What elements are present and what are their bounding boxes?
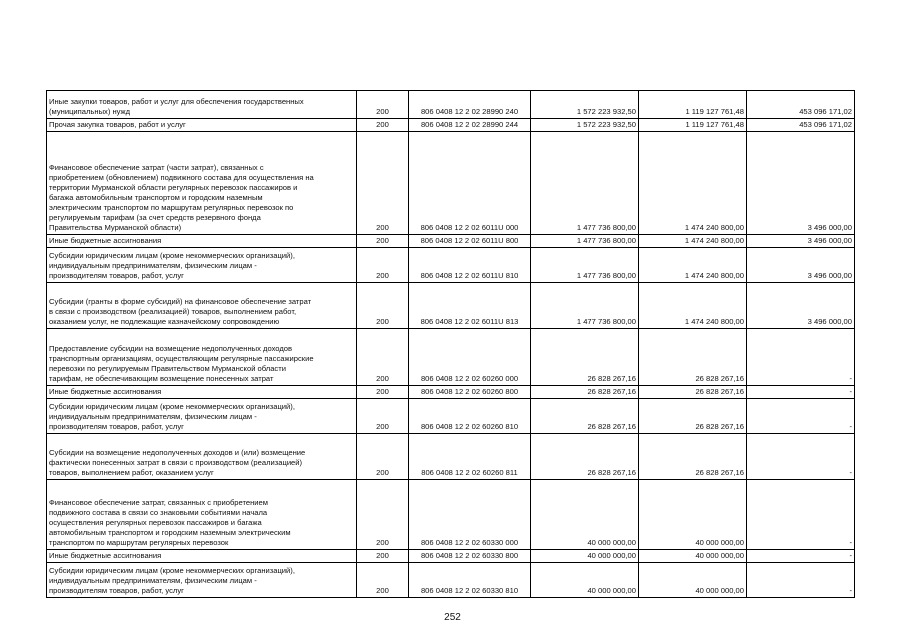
budget-table-page bbox=[46, 90, 854, 598]
table-row bbox=[47, 329, 855, 386]
table-row bbox=[47, 480, 855, 550]
table-row bbox=[47, 91, 855, 119]
page-number: 252 bbox=[444, 612, 461, 623]
cell-name: Иные бюджетные ассигнования bbox=[47, 550, 357, 563]
cell-code: 200 bbox=[357, 91, 409, 119]
cell-remain: - bbox=[747, 434, 855, 480]
cell-kbk: 806 0408 12 2 02 60330 810 bbox=[409, 563, 531, 598]
cell-plan: 26 828 267,16 bbox=[531, 434, 639, 480]
table-row bbox=[47, 386, 855, 399]
cell-code: 200 bbox=[357, 434, 409, 480]
cell-code: 200 bbox=[357, 563, 409, 598]
cell-plan: 26 828 267,16 bbox=[531, 399, 639, 434]
cell-name: Прочая закупка товаров, работ и услуг bbox=[47, 119, 357, 132]
cell-name: Финансовое обеспечение затрат (части затрат), связанных с приобретением (обновлением) подвижного состава для осуществления на территории Мурманской области регулярных перевозок пассажиров и багажа автомобильным транспортом и городским наземным электрическим транспортом по маршрутам регулярных перевозок по регулируемым тарифам (за счет средств резервного фонда Правительства Мурманской области) bbox=[47, 132, 357, 235]
table-row bbox=[47, 248, 855, 283]
cell-exec: 1 474 240 800,00 bbox=[639, 283, 747, 329]
cell-exec: 1 474 240 800,00 bbox=[639, 248, 747, 283]
cell-remain: - bbox=[747, 480, 855, 550]
cell-plan: 1 477 736 800,00 bbox=[531, 248, 639, 283]
table-row bbox=[47, 434, 855, 480]
cell-name: Иные бюджетные ассигнования bbox=[47, 386, 357, 399]
cell-kbk: 806 0408 12 2 02 28990 240 bbox=[409, 91, 531, 119]
cell-exec: 40 000 000,00 bbox=[639, 480, 747, 550]
cell-code: 200 bbox=[357, 550, 409, 563]
cell-remain: - bbox=[747, 399, 855, 434]
cell-plan: 1 477 736 800,00 bbox=[531, 235, 639, 248]
cell-name: Иные закупки товаров, работ и услуг для обеспечения государственных (муниципальных) нужд bbox=[47, 91, 357, 119]
cell-name: Предоставление субсидии на возмещение недополученных доходов транспортным организациям, осуществляющим регулярные пассажирские перевозки по регулируемым Правительством Мурманской области тарифам, не обеспечивающим возмещение понесенных затрат bbox=[47, 329, 357, 386]
cell-remain: 3 496 000,00 bbox=[747, 248, 855, 283]
cell-code: 200 bbox=[357, 386, 409, 399]
cell-kbk: 806 0408 12 2 02 60330 000 bbox=[409, 480, 531, 550]
cell-plan: 40 000 000,00 bbox=[531, 550, 639, 563]
cell-kbk: 806 0408 12 2 02 6011U 000 bbox=[409, 132, 531, 235]
table-body bbox=[47, 91, 855, 598]
cell-name: Иные бюджетные ассигнования bbox=[47, 235, 357, 248]
cell-kbk: 806 0408 12 2 02 60260 800 bbox=[409, 386, 531, 399]
cell-code: 200 bbox=[357, 248, 409, 283]
cell-code: 200 bbox=[357, 235, 409, 248]
cell-code: 200 bbox=[357, 329, 409, 386]
cell-kbk: 806 0408 12 2 02 60260 811 bbox=[409, 434, 531, 480]
cell-name: Субсидии (гранты в форме субсидий) на финансовое обеспечение затрат в связи с производством (реализацией) товаров, выполнением работ, оказанием услуг, не подлежащие казначейскому сопровождению bbox=[47, 283, 357, 329]
table-row bbox=[47, 283, 855, 329]
cell-kbk: 806 0408 12 2 02 60260 000 bbox=[409, 329, 531, 386]
cell-remain: 453 096 171,02 bbox=[747, 119, 855, 132]
cell-plan: 1 572 223 932,50 bbox=[531, 91, 639, 119]
cell-kbk: 806 0408 12 2 02 6011U 813 bbox=[409, 283, 531, 329]
cell-remain: - bbox=[747, 386, 855, 399]
budget-execution-table bbox=[46, 90, 855, 598]
cell-name: Субсидии юридическим лицам (кроме некоммерческих организаций), индивидуальным предпринимателям, физическим лицам - производителям товаров, работ, услуг bbox=[47, 563, 357, 598]
cell-name: Субсидии на возмещение недополученных доходов и (или) возмещение фактически понесенных затрат в связи с производством (реализацией) товаров, выполнением работ, оказанием услуг bbox=[47, 434, 357, 480]
cell-plan: 26 828 267,16 bbox=[531, 386, 639, 399]
cell-code: 200 bbox=[357, 119, 409, 132]
cell-exec: 1 119 127 761,48 bbox=[639, 119, 747, 132]
cell-kbk: 806 0408 12 2 02 28990 244 bbox=[409, 119, 531, 132]
cell-plan: 1 477 736 800,00 bbox=[531, 132, 639, 235]
cell-remain: - bbox=[747, 563, 855, 598]
cell-remain: 3 496 000,00 bbox=[747, 235, 855, 248]
cell-exec: 26 828 267,16 bbox=[639, 434, 747, 480]
table-row bbox=[47, 132, 855, 235]
cell-exec: 40 000 000,00 bbox=[639, 550, 747, 563]
table-row bbox=[47, 563, 855, 598]
cell-exec: 26 828 267,16 bbox=[639, 386, 747, 399]
cell-exec: 1 474 240 800,00 bbox=[639, 235, 747, 248]
cell-plan: 1 477 736 800,00 bbox=[531, 283, 639, 329]
cell-kbk: 806 0408 12 2 02 6011U 800 bbox=[409, 235, 531, 248]
cell-name: Финансовое обеспечение затрат, связанных с приобретением подвижного состава в связи со знаковыми событиями начала осуществления регулярных перевозок пассажиров и багажа автомобильным транспортом и городским наземным электрическим транспортом по маршрутам регулярных перевозок bbox=[47, 480, 357, 550]
cell-kbk: 806 0408 12 2 02 60260 810 bbox=[409, 399, 531, 434]
cell-code: 200 bbox=[357, 283, 409, 329]
table-row bbox=[47, 550, 855, 563]
cell-exec: 26 828 267,16 bbox=[639, 329, 747, 386]
table-row bbox=[47, 119, 855, 132]
cell-remain: 3 496 000,00 bbox=[747, 283, 855, 329]
cell-plan: 40 000 000,00 bbox=[531, 563, 639, 598]
cell-code: 200 bbox=[357, 399, 409, 434]
cell-remain: 453 096 171,02 bbox=[747, 91, 855, 119]
cell-exec: 40 000 000,00 bbox=[639, 563, 747, 598]
cell-plan: 40 000 000,00 bbox=[531, 480, 639, 550]
cell-plan: 1 572 223 932,50 bbox=[531, 119, 639, 132]
cell-kbk: 806 0408 12 2 02 6011U 810 bbox=[409, 248, 531, 283]
cell-name: Субсидии юридическим лицам (кроме некоммерческих организаций), индивидуальным предпринимателям, физическим лицам - производителям товаров, работ, услуг bbox=[47, 248, 357, 283]
cell-exec: 1 119 127 761,48 bbox=[639, 91, 747, 119]
cell-remain: - bbox=[747, 329, 855, 386]
cell-remain: - bbox=[747, 550, 855, 563]
table-row bbox=[47, 235, 855, 248]
cell-code: 200 bbox=[357, 480, 409, 550]
cell-remain: 3 496 000,00 bbox=[747, 132, 855, 235]
cell-kbk: 806 0408 12 2 02 60330 800 bbox=[409, 550, 531, 563]
cell-plan: 26 828 267,16 bbox=[531, 329, 639, 386]
cell-name: Субсидии юридическим лицам (кроме некоммерческих организаций), индивидуальным предпринимателям, физическим лицам - производителям товаров, работ, услуг bbox=[47, 399, 357, 434]
cell-exec: 1 474 240 800,00 bbox=[639, 132, 747, 235]
cell-exec: 26 828 267,16 bbox=[639, 399, 747, 434]
cell-code: 200 bbox=[357, 132, 409, 235]
table-row bbox=[47, 399, 855, 434]
